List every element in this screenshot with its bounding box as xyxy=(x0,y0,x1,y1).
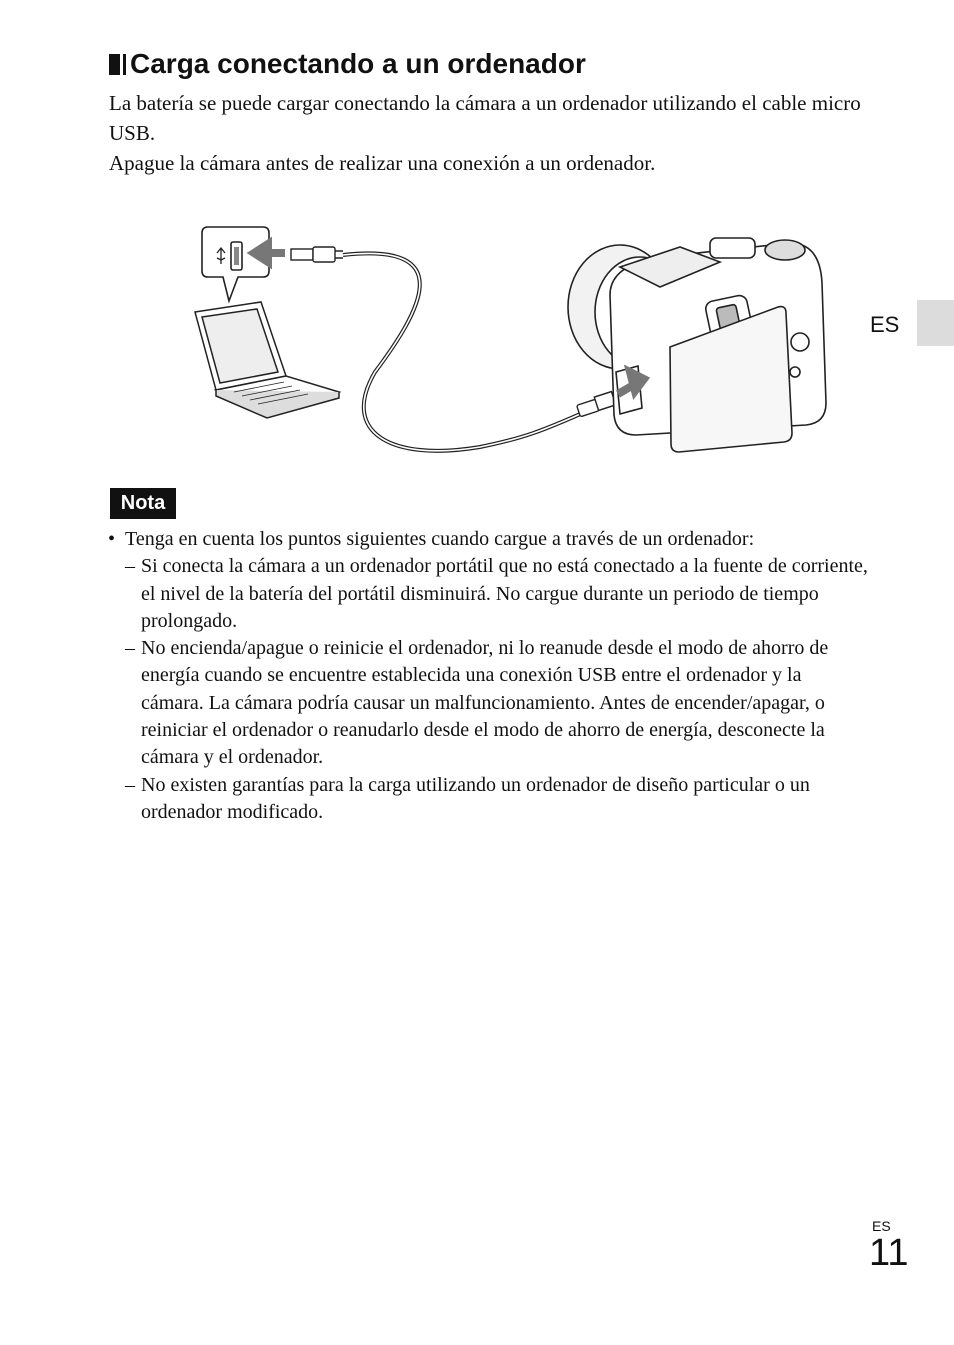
intro-text xyxy=(109,88,889,178)
intro-line-2: Apague la cámara antes de realizar una conexión a un ordenador. xyxy=(109,151,656,175)
footer-lang: ES xyxy=(872,1218,891,1234)
list-item xyxy=(108,553,868,635)
list-item-text: No encienda/apague o reinicie el ordenador, ni lo reanude desde el modo de ahorro de energía cuando se encuentre establecida una conexión USB entre el ordenador y la cámara. La cámara podría causar un malfuncionamiento. Antes de encender/apagar, o reiniciar el ordenador o reanudarlo desde el modo de ahorro de energía, desconecte la cámara y el ordenador. xyxy=(141,637,829,769)
note-bullet-text: Tenga en cuenta los puntos siguientes cuando cargue a través de un ordenador: xyxy=(125,528,755,550)
page-number: 11 xyxy=(869,1232,909,1274)
usb-port-callout xyxy=(202,227,269,301)
heading-title: Carga conectando a un ordenador xyxy=(130,48,586,79)
list-item xyxy=(108,635,868,771)
list-item xyxy=(108,772,868,827)
laptop-icon xyxy=(195,302,339,418)
list-item-text: No existen garantías para la carga utilizando un ordenador de diseño particular o un ordenador modificado. xyxy=(141,773,810,823)
dash-icon: – xyxy=(125,773,135,796)
list-item-text: Si conecta la cámara a un ordenador portátil que no está conectado a la fuente de corriente, el nivel de la batería del portátil disminuirá. No cargue durante un periodo de tiempo prolongado. xyxy=(141,555,868,632)
usb-connection-illustration xyxy=(190,222,830,462)
camera-laptop-usb-icon xyxy=(190,222,830,462)
note-bullet xyxy=(108,526,868,553)
note-list xyxy=(108,526,868,826)
heading-marker-icon xyxy=(109,54,123,75)
bullet-icon: • xyxy=(108,528,116,550)
note-subitems xyxy=(108,553,868,826)
dash-icon: – xyxy=(125,555,135,578)
side-tab xyxy=(917,300,954,346)
dash-icon: – xyxy=(125,637,135,660)
intro-line-1: La batería se puede cargar conectando la cámara a un ordenador utilizando el cable micro USB. xyxy=(109,91,861,145)
micro-usb-plug xyxy=(577,392,616,417)
note-badge: Nota xyxy=(110,488,176,519)
side-tab-lang: ES xyxy=(870,312,900,337)
section-heading xyxy=(109,46,586,82)
usb-a-plug xyxy=(291,247,343,262)
camera-icon xyxy=(568,238,826,452)
usb-cable xyxy=(343,253,585,450)
